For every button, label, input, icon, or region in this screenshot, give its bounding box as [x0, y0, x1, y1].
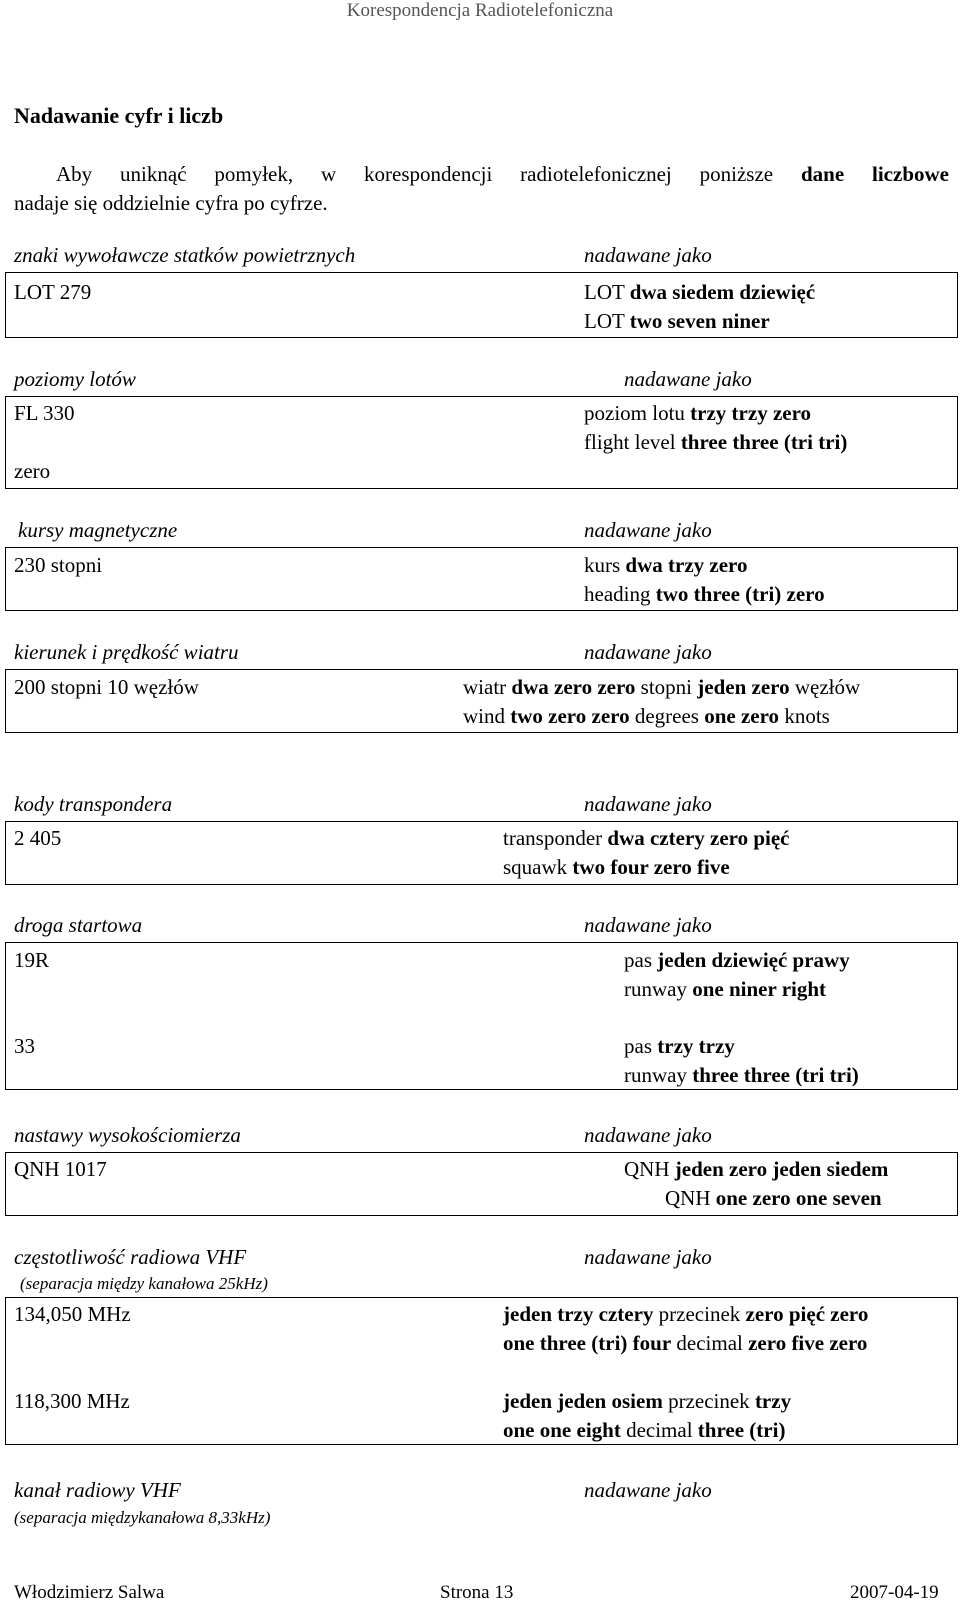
- sent-as-label: nadawane jako: [584, 1478, 712, 1502]
- heading-en: heading two three (tri) zero: [584, 582, 825, 606]
- transponder-box: [5, 821, 958, 885]
- vhf-frequency-note: (separacja między kanałowa 25kHz): [20, 1274, 268, 1293]
- flight-level-value-cont: zero: [14, 459, 51, 483]
- runway-2-en: runway three three (tri tri): [624, 1063, 859, 1087]
- flight-level-en: flight level three three (tri tri): [584, 430, 848, 454]
- frequency-value-1: 134,050 MHz: [14, 1302, 131, 1326]
- altimeter-en: QNH one zero one seven: [665, 1186, 882, 1210]
- runway-2-pl: pas trzy trzy: [624, 1034, 735, 1058]
- frequency-1-pl: jeden trzy cztery przecinek zero pięć zero: [503, 1302, 869, 1326]
- sent-as-label: nadawane jako: [584, 640, 712, 664]
- label-altimeter: nastawy wysokościomierza: [14, 1123, 241, 1147]
- footer-date: 2007-04-19: [850, 1582, 939, 1603]
- wind-value: 200 stopni 10 węzłów: [14, 675, 199, 699]
- call-sign-pl: LOT dwa siedem dziewięć: [584, 280, 816, 304]
- heading-value: 230 stopni: [14, 553, 103, 577]
- heading-pl: kurs dwa trzy zero: [584, 553, 748, 577]
- call-sign-value: LOT 279: [14, 280, 92, 304]
- transponder-value: 2 405: [14, 826, 62, 850]
- runway-value-1: 19R: [14, 948, 50, 972]
- altimeter-pl: QNH jeden zero jeden siedem: [624, 1157, 889, 1181]
- label-call-signs: znaki wywoławcze statków powietrznych: [14, 243, 356, 267]
- call-sign-en: LOT two seven niner: [584, 309, 770, 333]
- label-vhf-channel: kanał radiowy VHF: [14, 1478, 181, 1502]
- wind-pl: wiatr dwa zero zero stopni jeden zero węzłów: [463, 675, 861, 699]
- flight-level-pl: poziom lotu trzy trzy zero: [584, 401, 812, 425]
- runway-value-2: 33: [14, 1034, 35, 1058]
- sent-as-label: nadawane jako: [584, 1245, 712, 1269]
- sent-as-label: nadawane jako: [584, 518, 712, 542]
- frequency-2-pl: jeden jeden osiem przecinek trzy: [503, 1389, 792, 1413]
- frequency-1-en: one three (tri) four decimal zero five zero: [503, 1331, 868, 1355]
- sent-as-label: nadawane jako: [624, 367, 752, 391]
- sent-as-label: nadawane jako: [584, 1123, 712, 1147]
- intro-line-1: Aby uniknąć pomyłek, w korespondencji radiotelefonicznej poniższe dane liczbowe: [56, 162, 949, 186]
- label-vhf-frequency: częstotliwość radiowa VHF: [14, 1245, 247, 1269]
- sent-as-label: nadawane jako: [584, 243, 712, 267]
- label-runway: droga startowa: [14, 913, 143, 937]
- altimeter-value: QNH 1017: [14, 1157, 107, 1181]
- running-header: Korespondencja Radiotelefoniczna: [346, 0, 614, 21]
- runway-1-pl: pas jeden dziewięć prawy: [624, 948, 850, 972]
- sent-as-label: nadawane jako: [584, 792, 712, 816]
- label-flight-levels: poziomy lotów: [14, 367, 136, 391]
- transponder-en: squawk two four zero five: [503, 855, 730, 879]
- label-transponder: kody transpondera: [14, 792, 173, 816]
- wind-en: wind two zero zero degrees one zero knots: [463, 704, 830, 728]
- frequency-2-en: one one eight decimal three (tri): [503, 1418, 786, 1442]
- footer-author: Włodzimierz Salwa: [14, 1582, 165, 1603]
- sent-as-label: nadawane jako: [584, 913, 712, 937]
- intro-line-2: nadaje się oddzielnie cyfra po cyfrze.: [14, 191, 328, 215]
- footer-page: Strona 13: [440, 1582, 514, 1603]
- flight-level-value: FL 330: [14, 401, 75, 425]
- frequency-value-2: 118,300 MHz: [14, 1389, 130, 1413]
- label-headings: kursy magnetyczne: [18, 518, 178, 542]
- runway-1-en: runway one niner right: [624, 977, 827, 1001]
- transponder-pl: transponder dwa cztery zero pięć: [503, 826, 790, 850]
- label-wind: kierunek i prędkość wiatru: [14, 640, 239, 664]
- vhf-channel-note: (separacja międzykanałowa 8,33kHz): [14, 1508, 271, 1527]
- section-title: Nadawanie cyfr i liczb: [14, 103, 224, 128]
